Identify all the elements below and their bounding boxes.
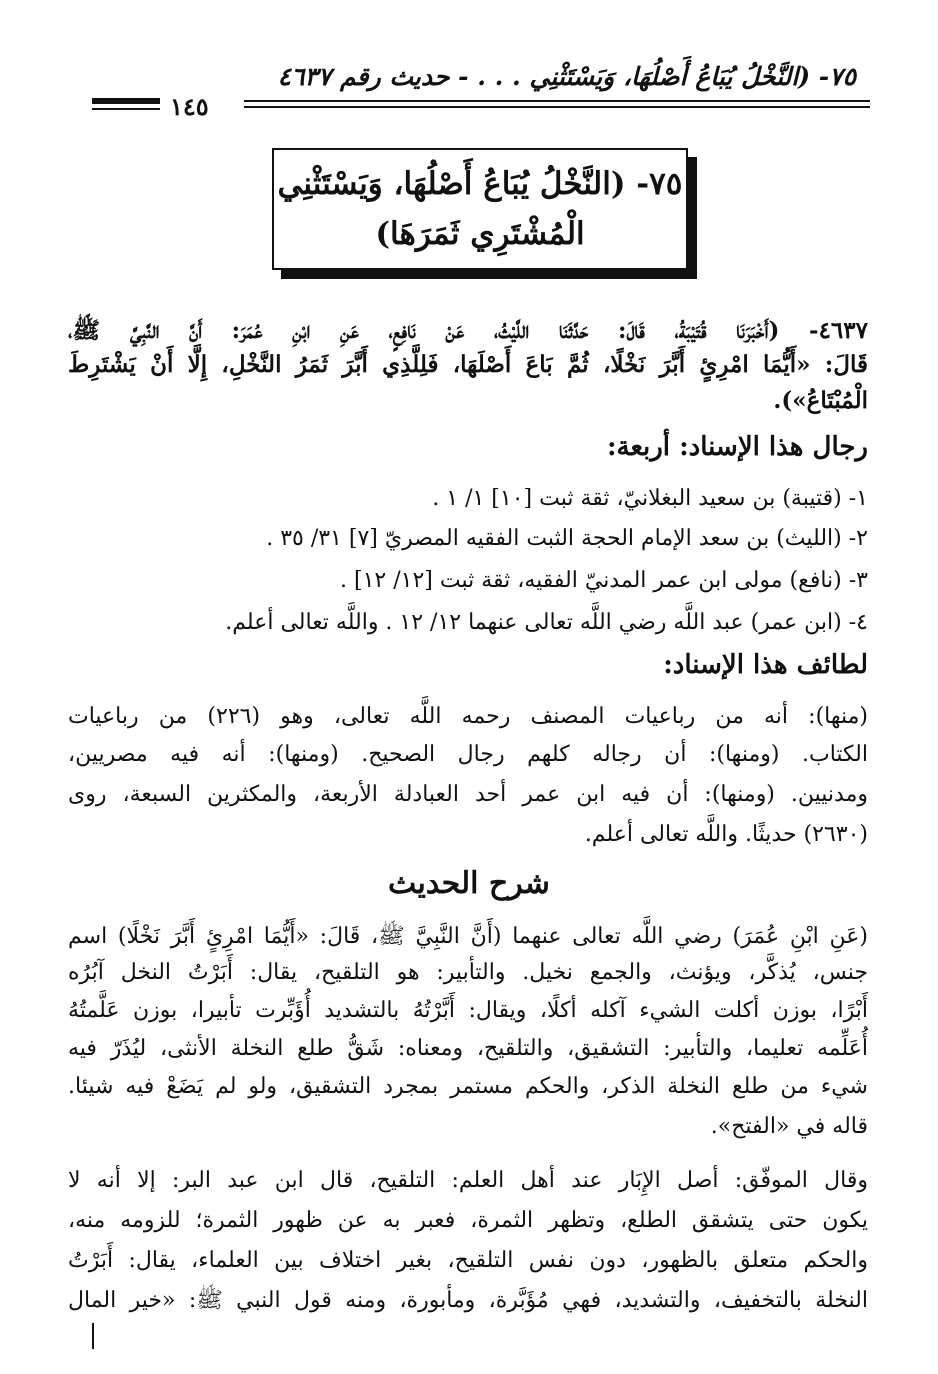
narrator-item: ٣- (نافع) مولى ابن عمر المدنيّ الفقيه، ثقة ثبت [١٢/ ١٢] . (340, 568, 868, 593)
chapter-title-line-1: ٧٥- (النَّخْلُ يُبَاعُ أَصْلُهَا، وَيَسْتَثْنِي (277, 166, 683, 202)
commentary-line: جنس، يُذكَّر، ويؤنث، والجمع نخيل. والتأبير: هو التلقيح، يقال: أَبَرْتُ النخل آبُرُه (68, 960, 868, 985)
subtleties-line: الكتاب. (ومنها): أن رجاله كلهم رجال الصحيح. (ومنها): أنه فيه مصريين، (68, 742, 868, 767)
subtleties-heading: لطائف هذا الإسناد: (663, 650, 868, 680)
commentary-line: شيء من طلع النخلة الذكر، والحكم مستمر بمجرد التشقيق، ولو لم يَضَعْ فيه شيئا. (68, 1074, 868, 1099)
narrators-heading: رجال هذا الإسناد: أربعة: (606, 432, 868, 462)
narrator-item: ٢- (الليث) بن سعد الإمام الحجة الثبت الفقيه المصريّ [٧] ٣١/ ٣٥ . (266, 526, 868, 551)
commentary-line: أُعَلِّمه تعليما، والتأبير: التشقيق، والتلقيح، ومعناه: شَقُّ طلع النخلة الأنثى، ليُذَرّ فيه (68, 1036, 868, 1061)
hadith-line: ٤٦٣٧- (أَخْبَرَنَا قُتَيْبَةُ، قَالَ: حَدَّثَنَا اللَّيْثُ، عَنْ نَافِعٍ، عَنِ ابْنِ عُمَرَ: أَنَّ النَّبِيَّ ﷺ، (68, 317, 868, 344)
chapter-title-line-2: الْمُشْتَرِي ثَمَرَهَا) (375, 216, 585, 252)
subtleties-line: ومدنيين. (ومنها): أن فيه ابن عمر أحد العبادلة الأربعة، والمكثرين السبعة، روى (68, 782, 868, 807)
commentary-line: والحكم متعلق بالظهور، دون نفس التلقيح، بغير اختلاف بين العلماء، يقال: أَبَرْتُ (68, 1248, 868, 1273)
header-rule-2 (244, 106, 870, 108)
running-header: ٧٥- (النَّخْلُ يُبَاعُ أَصْلُهَا، وَيَسْتَثْنِي . . . - حديث رقم ٤٦٣٧ (277, 62, 856, 91)
narrator-item: ٤- (ابن عمر) عبد اللَّه رضي اللَّه تعالى عنهما ١٢/ ١٢ . واللَّه تعالى أعلم. (225, 610, 868, 635)
commentary-line: يكون حتى يتشقق الطلع، وتظهر الثمرة، فعبر به عن ظهور الثمرة؛ للزومه منه، (68, 1208, 868, 1233)
commentary-heading: شرح الحديث (388, 866, 550, 901)
subtleties-line: (٢٦٣٠) حديثًا. واللَّه تعالى أعلم. (584, 822, 868, 847)
header-rule-short-2 (92, 108, 160, 110)
header-rule-short (92, 98, 160, 104)
commentary-line: وقال الموفّق: أصل الإِبَار عند أهل العلم: التلقيح، قال ابن عبد البر: إلا أنه لا (68, 1168, 868, 1193)
header-rule (244, 100, 870, 102)
narrator-item: ١- (قتيبة) بن سعيد البغلانيّ، ثقة ثبت [١٠] ١/ ١ . (432, 486, 868, 511)
commentary-line: أَبْرًا، بوزن أكلت الشيء آكله أكلًا، ويقال: أَبَّرْتُهُ بالتشديد أُؤَبِّرت تأبيرا، بوزن عَلَّمتُهُ (68, 998, 868, 1023)
commentary-line: قاله في «الفتح». (710, 1114, 868, 1139)
subtleties-line: (منها): أنه من رباعيات المصنف رحمه اللَّه تعالى، وهو (٢٢٦) من رباعيات (68, 704, 869, 729)
margin-mark (92, 1323, 94, 1349)
chapter-title-box (272, 148, 688, 270)
hadith-line: الْمُبْتَاعُ»). (773, 387, 868, 414)
commentary-line: (عَنِ ابْنِ عُمَرَ) رضي اللَّه تعالى عنهما (أَنَّ النَّبِيَّ ﷺ، قَالَ: «أَيُّمَا امْرِئٍ أَبَّرَ نَخْلًا) اسم (68, 924, 868, 949)
commentary-line: النخلة بالتخفيف، والتشديد، فهي مُؤَبَّرة، ومأبورة، ومنه قول النبي ﷺ: «خير المال (68, 1288, 868, 1313)
page-number: ١٤٥ (170, 92, 209, 121)
hadith-line: قَالَ: «أَيُّمَا امْرِئٍ أَبَّرَ نَخْلًا، ثُمَّ بَاعَ أَصْلَهَا، فَلِلَّذِي أَبَّرَ ثَمَرُ النَّخْلِ، إِلَّا أَنْ يَشْتَرِطَ (68, 351, 868, 378)
